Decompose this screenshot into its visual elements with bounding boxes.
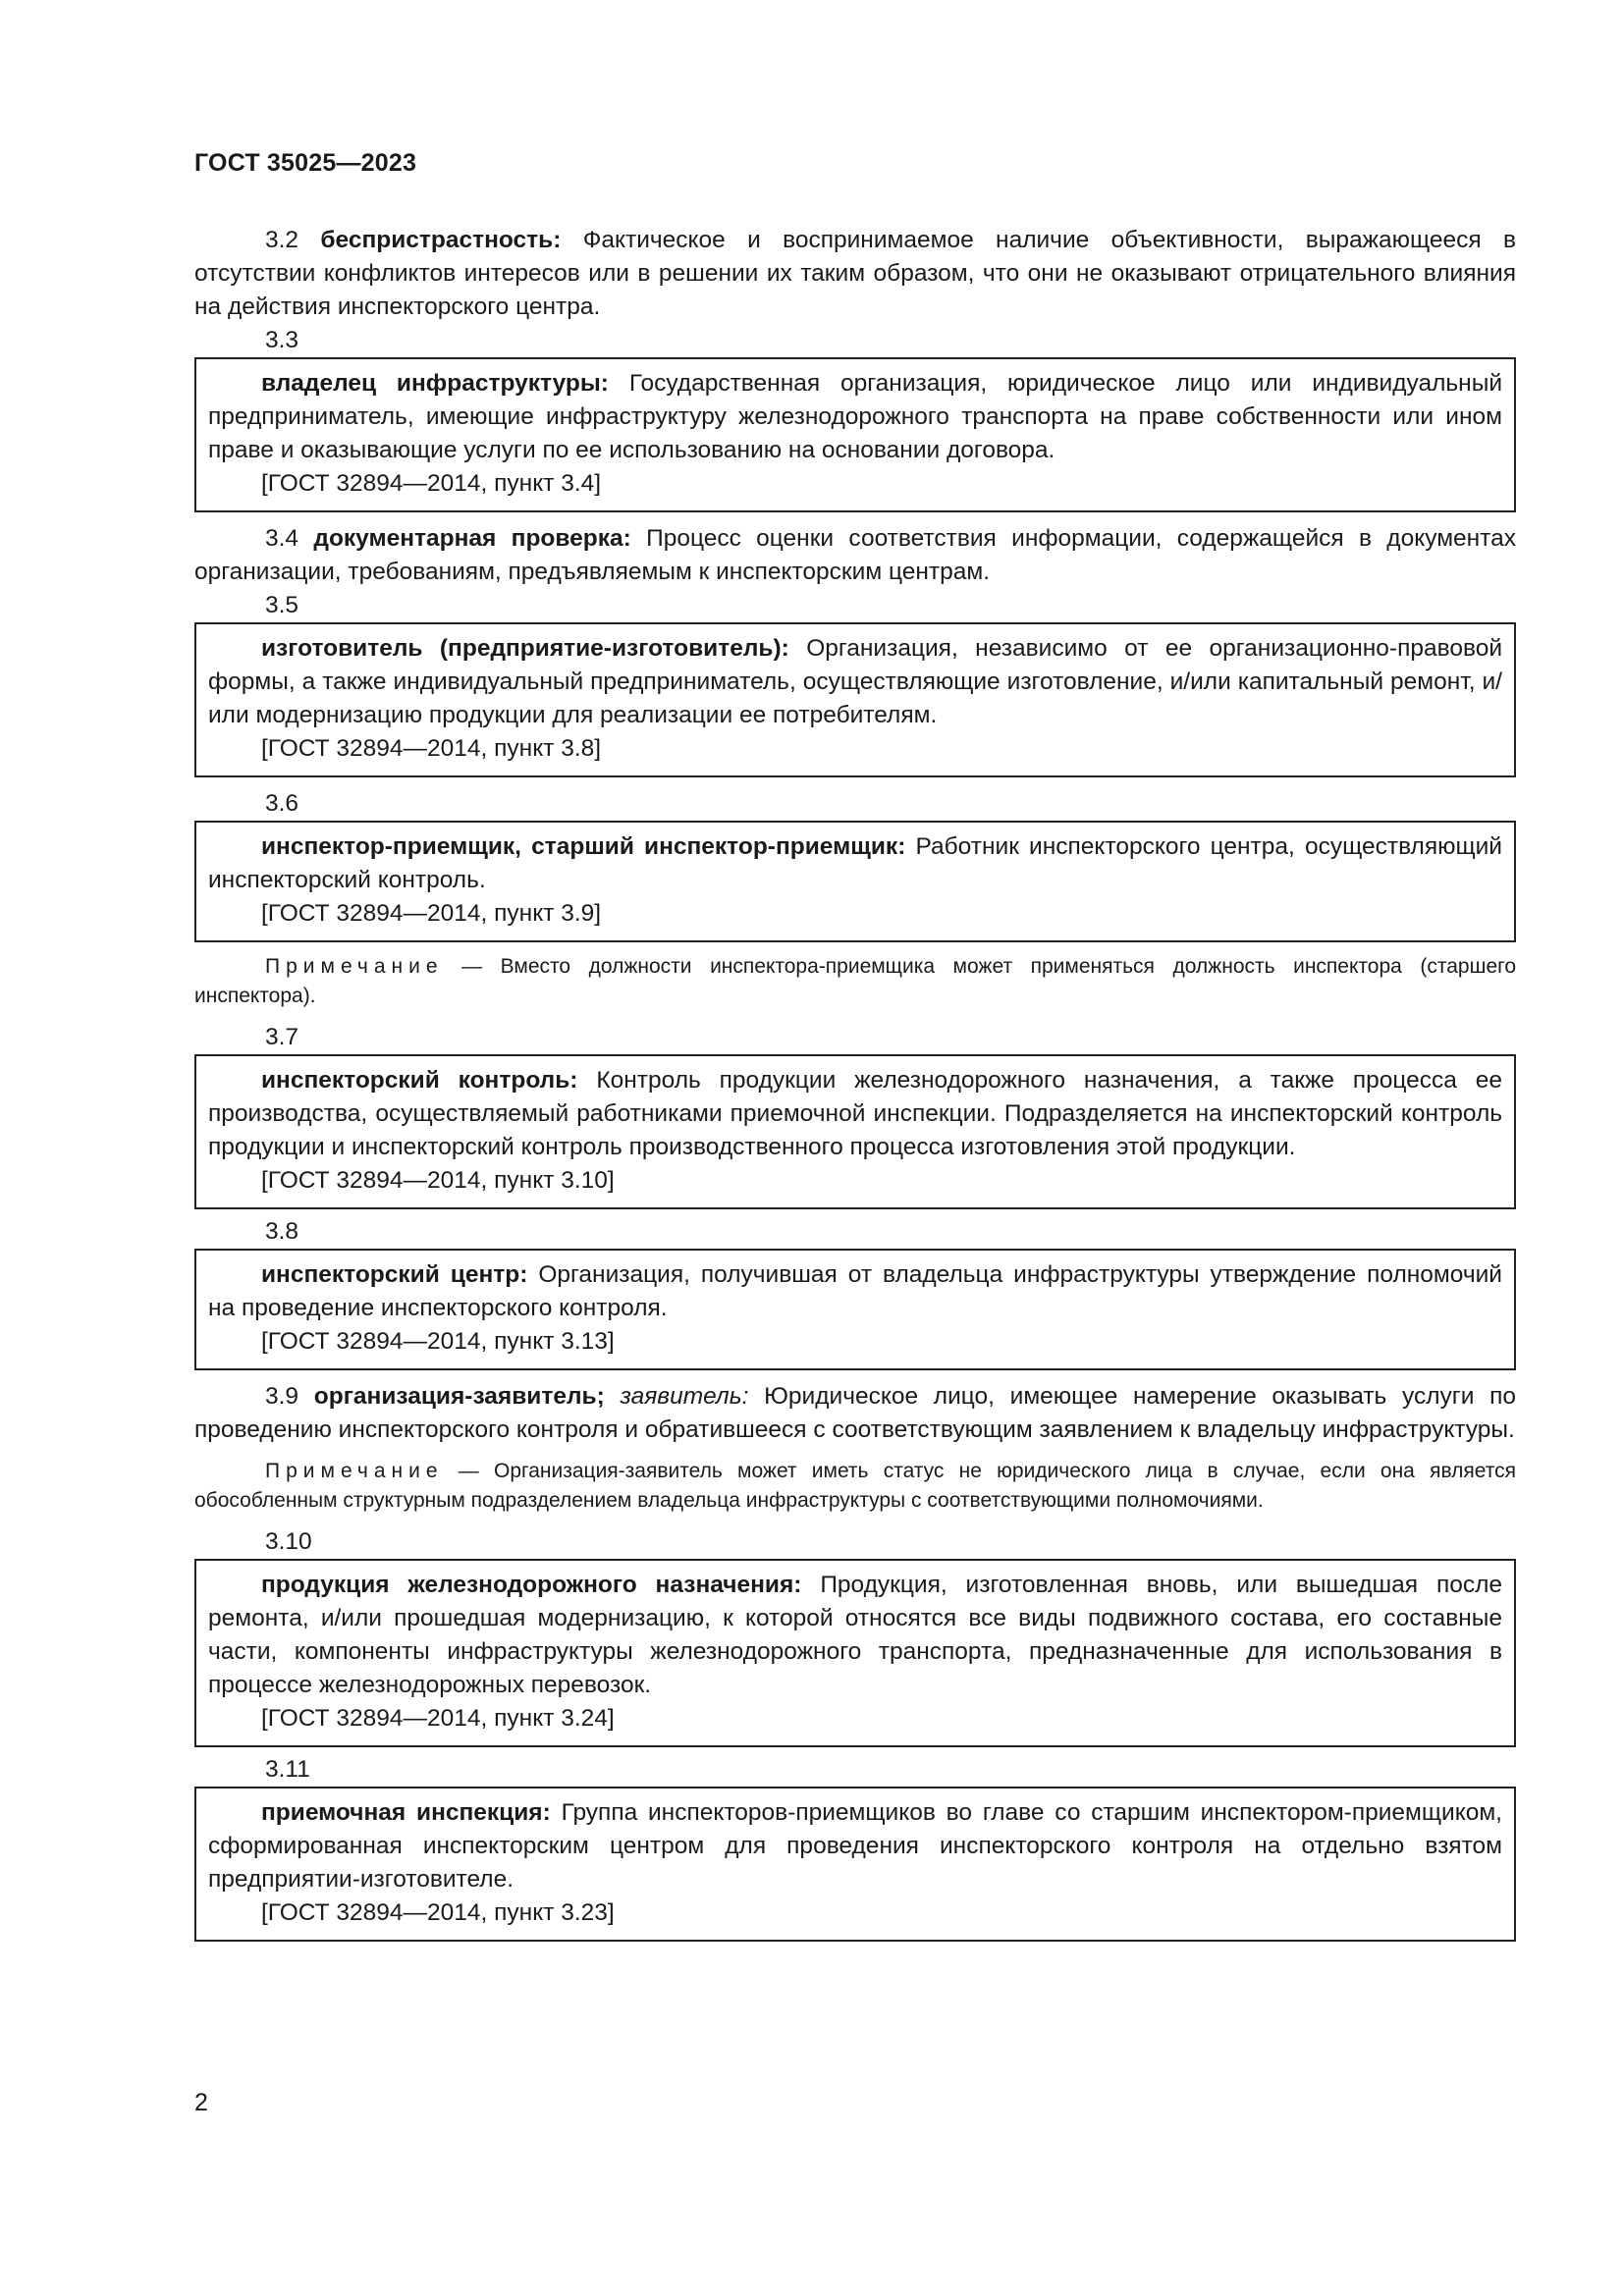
note-label: Примечание	[265, 1460, 444, 1482]
term-definition: Юридическое лицо, имеющее намерение оказывать услуги по проведению инспекторского контроля и обратившееся с соответствующим заявлением к владельцу инфраструктуры.	[194, 1383, 1516, 1443]
term-name: приемочная инспекция:	[261, 1799, 551, 1826]
term-entry	[208, 1258, 1502, 1325]
quoted-term-box-3-6	[194, 821, 1516, 942]
term-source: [ГОСТ 32894—2014, пункт 3.4]	[261, 470, 602, 497]
term-source: [ГОСТ 32894—2014, пункт 3.24]	[261, 1705, 615, 1732]
term-definition: Фактическое и воспринимаемое наличие объективности, выражающееся в отсутствии конфликтов интересов или в решении их таким образом, что они не оказывают отрицательного влияния на действия инспекторского центра.	[194, 227, 1516, 320]
term-source: [ГОСТ 32894—2014, пункт 3.13]	[261, 1328, 615, 1355]
term-name: инспектор-приемщик, старший инспектор-приемщик:	[261, 833, 906, 860]
quoted-term-box-3-8	[194, 1249, 1516, 1370]
term-name: изготовитель (предприятие-изготовитель):	[261, 635, 789, 662]
quoted-term-box-3-7	[194, 1054, 1516, 1209]
term-name: владелец инфраструктуры:	[261, 370, 609, 397]
entry-number-3-3: 3.3	[265, 327, 299, 353]
term-entry-3-9	[194, 1380, 1516, 1447]
term-entry	[208, 1569, 1502, 1702]
term-name: организация-заявитель;	[313, 1383, 605, 1410]
term-definition: Продукция, изготовленная вновь, или вышедшая после ремонта, и/или прошедшая модернизацию, к которой относятся все виды подвижного состава, его составные части, компоненты инфраструктуры железнодорожного транспорта, предназначенные для использования в процессе железнодорожных перевозок.	[208, 1572, 1503, 1698]
term-entry	[208, 632, 1502, 732]
term-definition: Процесс оценки соответствия информации, содержащейся в документах организации, требованиям, предъявляемым к инспекторским центрам.	[194, 525, 1517, 585]
note-text: — Вместо должности инспектора-приемщика может применяться должность инспектора (старшего инспектора).	[194, 955, 1516, 1007]
page-number: 2	[194, 2089, 208, 2116]
quoted-term-box-3-11	[194, 1787, 1516, 1942]
term-entry	[208, 830, 1502, 897]
entry-number: 3.2	[265, 227, 299, 253]
entry-number-3-5: 3.5	[265, 592, 299, 618]
entry-number-3-7: 3.7	[265, 1024, 299, 1050]
term-definition: Контроль продукции железнодорожного назначения, а также процесса ее производства, осуществляемый работниками приемочной инспекции. Подразделяется на инспекторский контроль продукции и инспекторский контроль производственного процесса изготовления этой продукции.	[208, 1067, 1502, 1160]
term-name: документарная проверка:	[313, 525, 631, 552]
entry-number-3-10: 3.10	[265, 1528, 312, 1555]
term-source: [ГОСТ 32894—2014, пункт 3.10]	[261, 1167, 615, 1194]
term-entry-3-2	[194, 224, 1516, 324]
note-3-9	[194, 1457, 1516, 1516]
quoted-term-box-3-10	[194, 1559, 1516, 1747]
quoted-term-box-3-3	[194, 357, 1516, 512]
term-name: инспекторский центр:	[261, 1261, 528, 1288]
standard-designation: ГОСТ 35025—2023	[194, 149, 417, 177]
entry-number: 3.9	[265, 1383, 299, 1410]
entry-number-3-11: 3.11	[265, 1756, 310, 1783]
note-label: Примечание	[265, 955, 444, 978]
term-definition: Группа инспекторов-приемщиков во главе со старшим инспектором-приемщиком, сформированная инспекторским центром для проведения инспекторского контроля на отдельно взятом предприятии-изготовителе.	[208, 1799, 1502, 1893]
term-definition: Организация, независимо от ее организационно-правовой формы, а также индивидуальный предприниматель, осуществляющие изготовление, и/или капитальный ремонт, и/или модернизацию продукции для реализации ее потребителям.	[208, 635, 1503, 728]
quoted-term-box-3-5	[194, 622, 1516, 777]
term-definition: Организация, получившая от владельца инфраструктуры утверждение полномочий на проведение инспекторского контроля.	[208, 1261, 1502, 1321]
term-synonym: заявитель:	[620, 1383, 749, 1410]
term-entry	[208, 1064, 1502, 1164]
term-entry	[208, 367, 1502, 467]
note-3-6	[194, 952, 1516, 1011]
terms-section	[194, 224, 1516, 1942]
term-name: инспекторский контроль:	[261, 1067, 578, 1094]
term-definition: Государственная организация, юридическое лицо или индивидуальный предприниматель, имеющие инфраструктуру железнодорожного транспорта на праве собственности или ином праве и оказывающие услуги по ее использованию на основании договора.	[208, 370, 1503, 463]
term-source: [ГОСТ 32894—2014, пункт 3.23]	[261, 1899, 615, 1926]
term-name: беспристрастность:	[320, 227, 562, 253]
term-entry-3-4	[194, 522, 1516, 589]
term-source: [ГОСТ 32894—2014, пункт 3.8]	[261, 735, 602, 762]
term-source: [ГОСТ 32894—2014, пункт 3.9]	[261, 900, 602, 927]
entry-number-3-8: 3.8	[265, 1218, 299, 1245]
term-name: продукция железнодорожного назначения:	[261, 1572, 802, 1598]
entry-number: 3.4	[265, 525, 299, 552]
note-text: — Организация-заявитель может иметь статус не юридического лица в случае, если она является обособленным структурным подразделением владельца инфраструктуры с соответствующими полномочиями.	[194, 1460, 1516, 1512]
term-entry	[208, 1796, 1502, 1896]
entry-number-3-6: 3.6	[265, 790, 299, 817]
term-definition: Работник инспекторского центра, осуществляющий инспекторский контроль.	[208, 833, 1502, 893]
